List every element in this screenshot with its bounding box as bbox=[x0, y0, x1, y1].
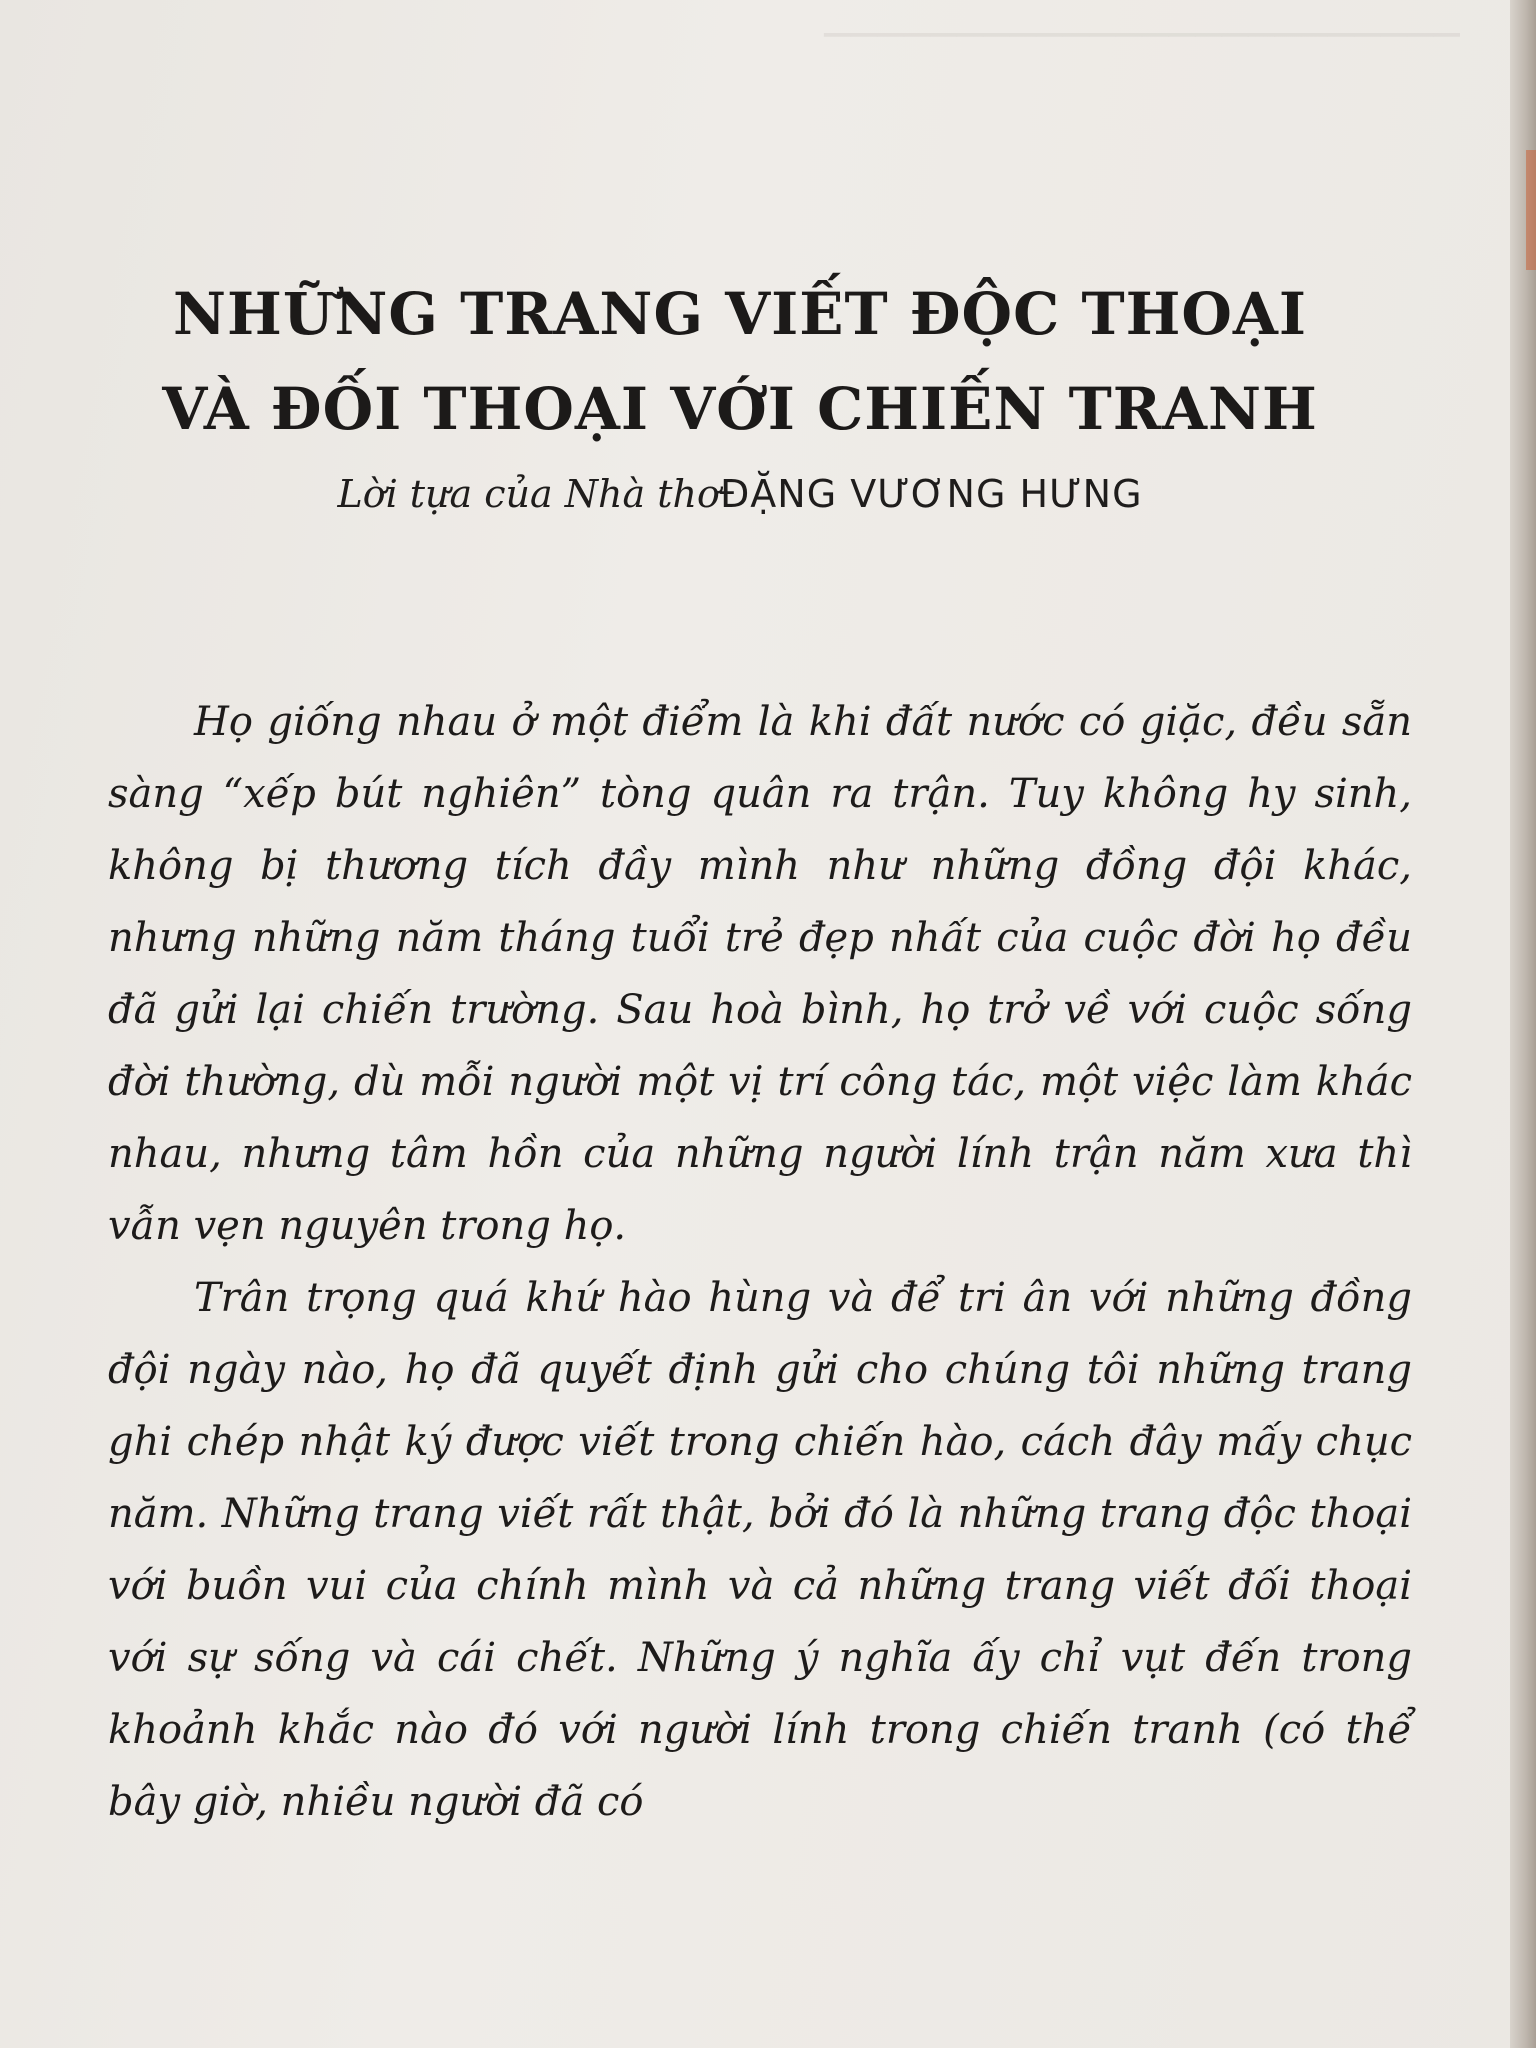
page-edge-accent bbox=[1526, 150, 1536, 270]
page-edge-shadow bbox=[1510, 0, 1536, 2048]
body-text bbox=[108, 686, 1412, 1838]
paragraph-2: Trân trọng quá khứ hào hùng và để tri ân với những đồng đội ngày nào, họ đã quyết định gửi cho chúng tôi những trang ghi chép nhật ký được viết trong chiến hào, cách đây mấy chục năm. Những trang viết rất thật, bởi đó là những trang độc thoại với buồn vui của chính mình và cả những trang viết đối thoại với sự sống và cái chết. Những ý nghĩa ấy chỉ vụt đến trong khoảnh khắc nào đó với người lính trong chiến tranh (có thể bây giờ, nhiều người đã có bbox=[108, 1275, 1412, 1825]
chapter-title-line-1: NHỮNG TRANG VIẾT ĐỘC THOẠI bbox=[172, 280, 1308, 348]
byline-prefix: Lời tựa của Nhà thơ bbox=[337, 472, 720, 516]
show-through-texture: ──────────────────────── bbox=[824, 10, 1460, 61]
preface-byline bbox=[0, 472, 1480, 516]
chapter-title-line-2: VÀ ĐỐI THOẠI VỚI CHIẾN TRANH bbox=[162, 375, 1318, 443]
byline-author: ĐẶNG VƯƠNG HƯNG bbox=[719, 472, 1143, 516]
paragraph-1: Họ giống nhau ở một điểm là khi đất nước có giặc, đều sẵn sàng “xếp bút nghiên” tòng quân ra trận. Tuy không hy sinh, không bị thương tích đầy mình như những đồng đội khác, nhưng những năm tháng tuổi trẻ đẹp nhất của cuộc đời họ đều đã gửi lại chiến trường. Sau hoà bình, họ trở về với cuộc sống đời thường, dù mỗi người một vị trí công tác, một việc làm khác nhau, nhưng tâm hồn của những người lính trận năm xưa thì vẫn vẹn nguyên trong họ. bbox=[108, 699, 1412, 1249]
